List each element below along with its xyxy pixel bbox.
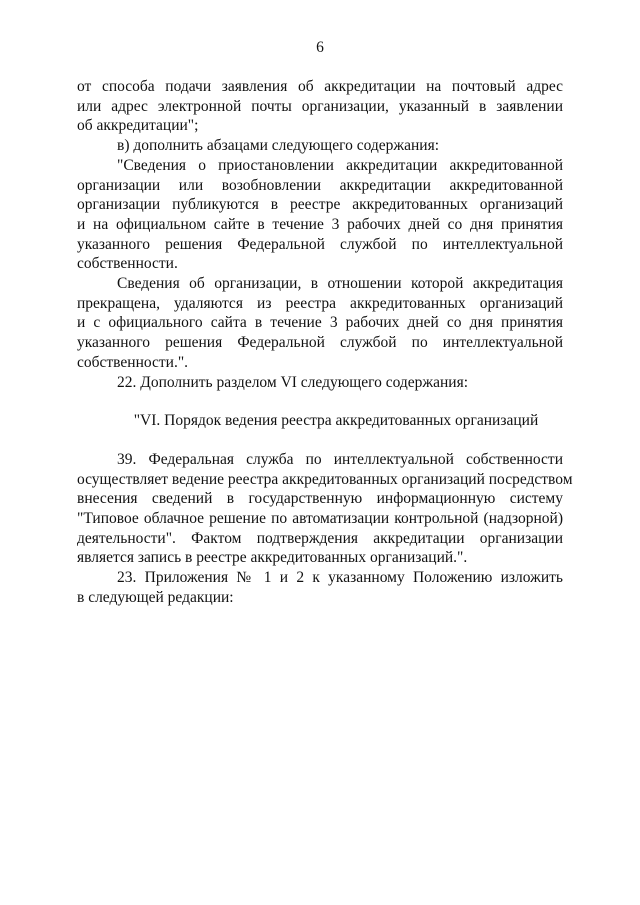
text-line: об аккредитации"; (77, 117, 199, 135)
text-line: прекращена, удаляются из реестра аккредитованных организаций (77, 294, 563, 312)
text-line: от способа подачи заявления об аккредитации на почтовый адрес (77, 78, 563, 95)
text-line: является запись в реестре аккредитованных организаций.". (77, 549, 468, 567)
page-number: 6 (316, 39, 324, 56)
text-line: 22. Дополнить разделом VI следующего содержания: (117, 373, 469, 391)
text-line: организации публикуются в реестре аккредитованных организаций (77, 196, 563, 214)
text-line: деятельности". Фактом подтверждения аккредитации организации (77, 529, 563, 547)
text-line: "Сведения о приостановлении аккредитации аккредитованной (117, 156, 563, 174)
text-line: указанного решения Федеральной службой по интеллектуальной (77, 334, 563, 352)
section-heading: "VI. Порядок ведения реестра аккредитованных организаций (133, 412, 539, 430)
text-line: 23. Приложения № 1 и 2 к указанному Положению изложить (117, 569, 563, 587)
text-line: и на официальном сайте в течение 3 рабочих дней со дня принятия (77, 215, 563, 233)
text-line: Сведения об организации, в отношении которой аккредитация (117, 275, 563, 293)
text-line: "Типовое облачное решение по автоматизации контрольной (надзорной) (77, 510, 563, 528)
text-line: или адрес электронной почты организации, указанный в заявлении (77, 97, 563, 115)
text-line: внесения сведений в государственную информационную систему (77, 490, 563, 508)
text-line: собственности.". (77, 353, 189, 371)
text-line: в следующей редакции: (77, 588, 234, 606)
text-line: осуществляет ведение реестра аккредитованных организаций посредством (77, 470, 573, 488)
text-line: собственности. (77, 255, 178, 273)
document-body (77, 77, 573, 608)
text-line: 39. Федеральная служба по интеллектуальной собственности (117, 450, 563, 468)
text-line: организации или возобновлении аккредитации аккредитованной (77, 176, 563, 194)
text-line: в) дополнить абзацами следующего содержания: (117, 137, 440, 155)
text-line: и с официального сайта в течение 3 рабочих дней со дня принятия (77, 314, 563, 332)
text-line: указанного решения Федеральной службой по интеллектуальной (77, 235, 563, 253)
